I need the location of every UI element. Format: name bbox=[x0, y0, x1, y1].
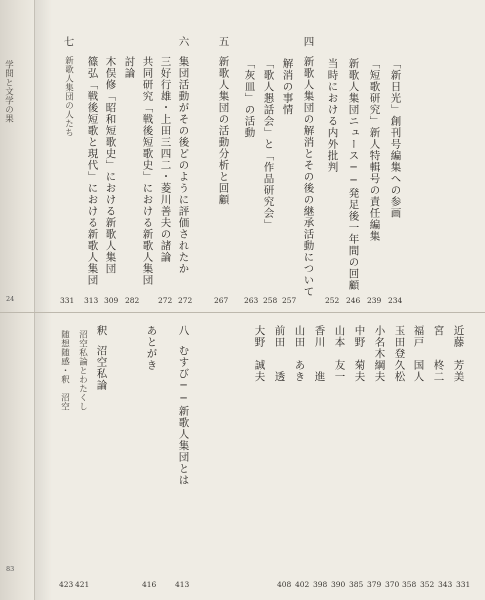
member-6-page: 379 bbox=[367, 580, 382, 589]
band-divider bbox=[0, 312, 485, 313]
left-page-top-page: 24 bbox=[6, 295, 15, 303]
afterword-title: あとがき bbox=[145, 325, 158, 371]
section7-item-1-page: 309 bbox=[104, 296, 119, 305]
appendix-title: 沼空私論 bbox=[95, 345, 108, 391]
section5-item-3-page: 257 bbox=[282, 296, 297, 305]
member-7-name: 山本 友一 bbox=[333, 325, 346, 383]
appendix-heading: 釈 bbox=[95, 325, 108, 337]
section7-item-2: 木俣修「昭和短歌史」における新歌人集団 bbox=[104, 56, 117, 275]
left-page-title: 学問と文学の果 bbox=[3, 60, 14, 123]
section6-item-3-page: 272 bbox=[158, 296, 173, 305]
member-4-page: 358 bbox=[402, 580, 417, 589]
appendix-item-2-page: 423 bbox=[59, 580, 74, 589]
section7-item-2-page: 313 bbox=[84, 296, 99, 305]
member-5-name: 小名木綱夫 bbox=[373, 325, 386, 383]
section8-title: むすび──新歌人集団とは bbox=[177, 345, 190, 486]
section5-item-2-page: 258 bbox=[263, 296, 278, 305]
section5-item-3: 解消の事情 bbox=[281, 58, 294, 116]
section8-heading: 八 bbox=[177, 325, 190, 337]
section4-item-1-page: 252 bbox=[325, 296, 340, 305]
section4-item-4-page: 234 bbox=[388, 296, 403, 305]
section4-item-3: 「短歌研究」新人特輯号の責任編集 bbox=[368, 58, 381, 242]
section4-item-2: 新歌人集団ニュース──発足後一年間の回顧 bbox=[347, 58, 360, 291]
section7-page: 331 bbox=[60, 296, 75, 305]
section6-heading: 六 bbox=[177, 36, 190, 48]
section6-item-1: 討論 bbox=[123, 56, 136, 79]
section5-item-2: 「歌人懇話会」と「作品研究会」 bbox=[262, 58, 275, 231]
appendix-item-2: 随想随感・釈 沼空 bbox=[59, 330, 70, 411]
member-1-page: 331 bbox=[456, 580, 471, 589]
section5-title: 新歌人集団の活動分析と回顧 bbox=[217, 56, 230, 206]
member-1-name: 近藤 芳美 bbox=[452, 325, 465, 383]
section4-item-2-page: 246 bbox=[346, 296, 361, 305]
member-10-page: 402 bbox=[295, 580, 310, 589]
member-2-page: 343 bbox=[438, 580, 453, 589]
section7-item-1: 篠弘「戦後短歌と現代」における新歌人集団 bbox=[86, 56, 99, 286]
section5-page: 267 bbox=[214, 296, 229, 305]
section4-item-1: 当時における内外批判 bbox=[326, 58, 339, 173]
member-2-name: 宮 柊二 bbox=[432, 325, 445, 383]
member-7-page: 385 bbox=[349, 580, 364, 589]
section6-item-2-page: 272 bbox=[178, 296, 193, 305]
section4-item-4: 「新日光」創刊号編集への参画 bbox=[389, 58, 402, 219]
left-page-bottom-page: 83 bbox=[6, 565, 15, 573]
appendix-item-1-page: 421 bbox=[75, 580, 90, 589]
section4-item-3-page: 239 bbox=[367, 296, 382, 305]
section8-page: 413 bbox=[175, 580, 190, 589]
member-9-name: 山田 あき bbox=[293, 325, 306, 383]
member-5-page: 370 bbox=[385, 580, 400, 589]
member-10-name: 前田 透 bbox=[273, 325, 286, 383]
section5-item-1-page: 263 bbox=[244, 296, 259, 305]
section7-title: 新歌人集団の人たち bbox=[63, 56, 74, 137]
member-3-page: 352 bbox=[420, 580, 435, 589]
section4-heading: 四 bbox=[302, 36, 315, 48]
gutter-shadow bbox=[34, 0, 52, 600]
section6-item-2: 共同研究「戦後短歌史」における新歌人集団 bbox=[141, 56, 154, 286]
member-4-name: 玉田登久松 bbox=[393, 325, 406, 383]
section5-heading: 五 bbox=[217, 36, 230, 48]
afterword-page: 416 bbox=[142, 580, 157, 589]
member-11-name: 大野 誠夫 bbox=[253, 325, 266, 383]
section4-title: 新歌人集団の解消とその後の継承活動について bbox=[302, 56, 315, 298]
member-3-name: 福戸 国人 bbox=[412, 325, 425, 383]
appendix-item-1: 沼空私論とわたくし bbox=[77, 330, 88, 411]
member-11-page: 408 bbox=[277, 580, 292, 589]
section6-item-4: 集団活動がその後どのように評価されたか bbox=[177, 56, 190, 275]
member-9-page: 398 bbox=[313, 580, 328, 589]
member-6-name: 中野 菊夫 bbox=[353, 325, 366, 383]
member-8-name: 香川 進 bbox=[313, 325, 326, 383]
section5-item-1: 「灰皿」の活動 bbox=[243, 58, 256, 139]
section6-item-3: 三好行雄・上田三四二・菱川善夫の諸論 bbox=[159, 56, 172, 263]
member-8-page: 390 bbox=[331, 580, 346, 589]
section6-item-1-page: 282 bbox=[125, 296, 140, 305]
section7-heading: 七 bbox=[62, 36, 75, 48]
